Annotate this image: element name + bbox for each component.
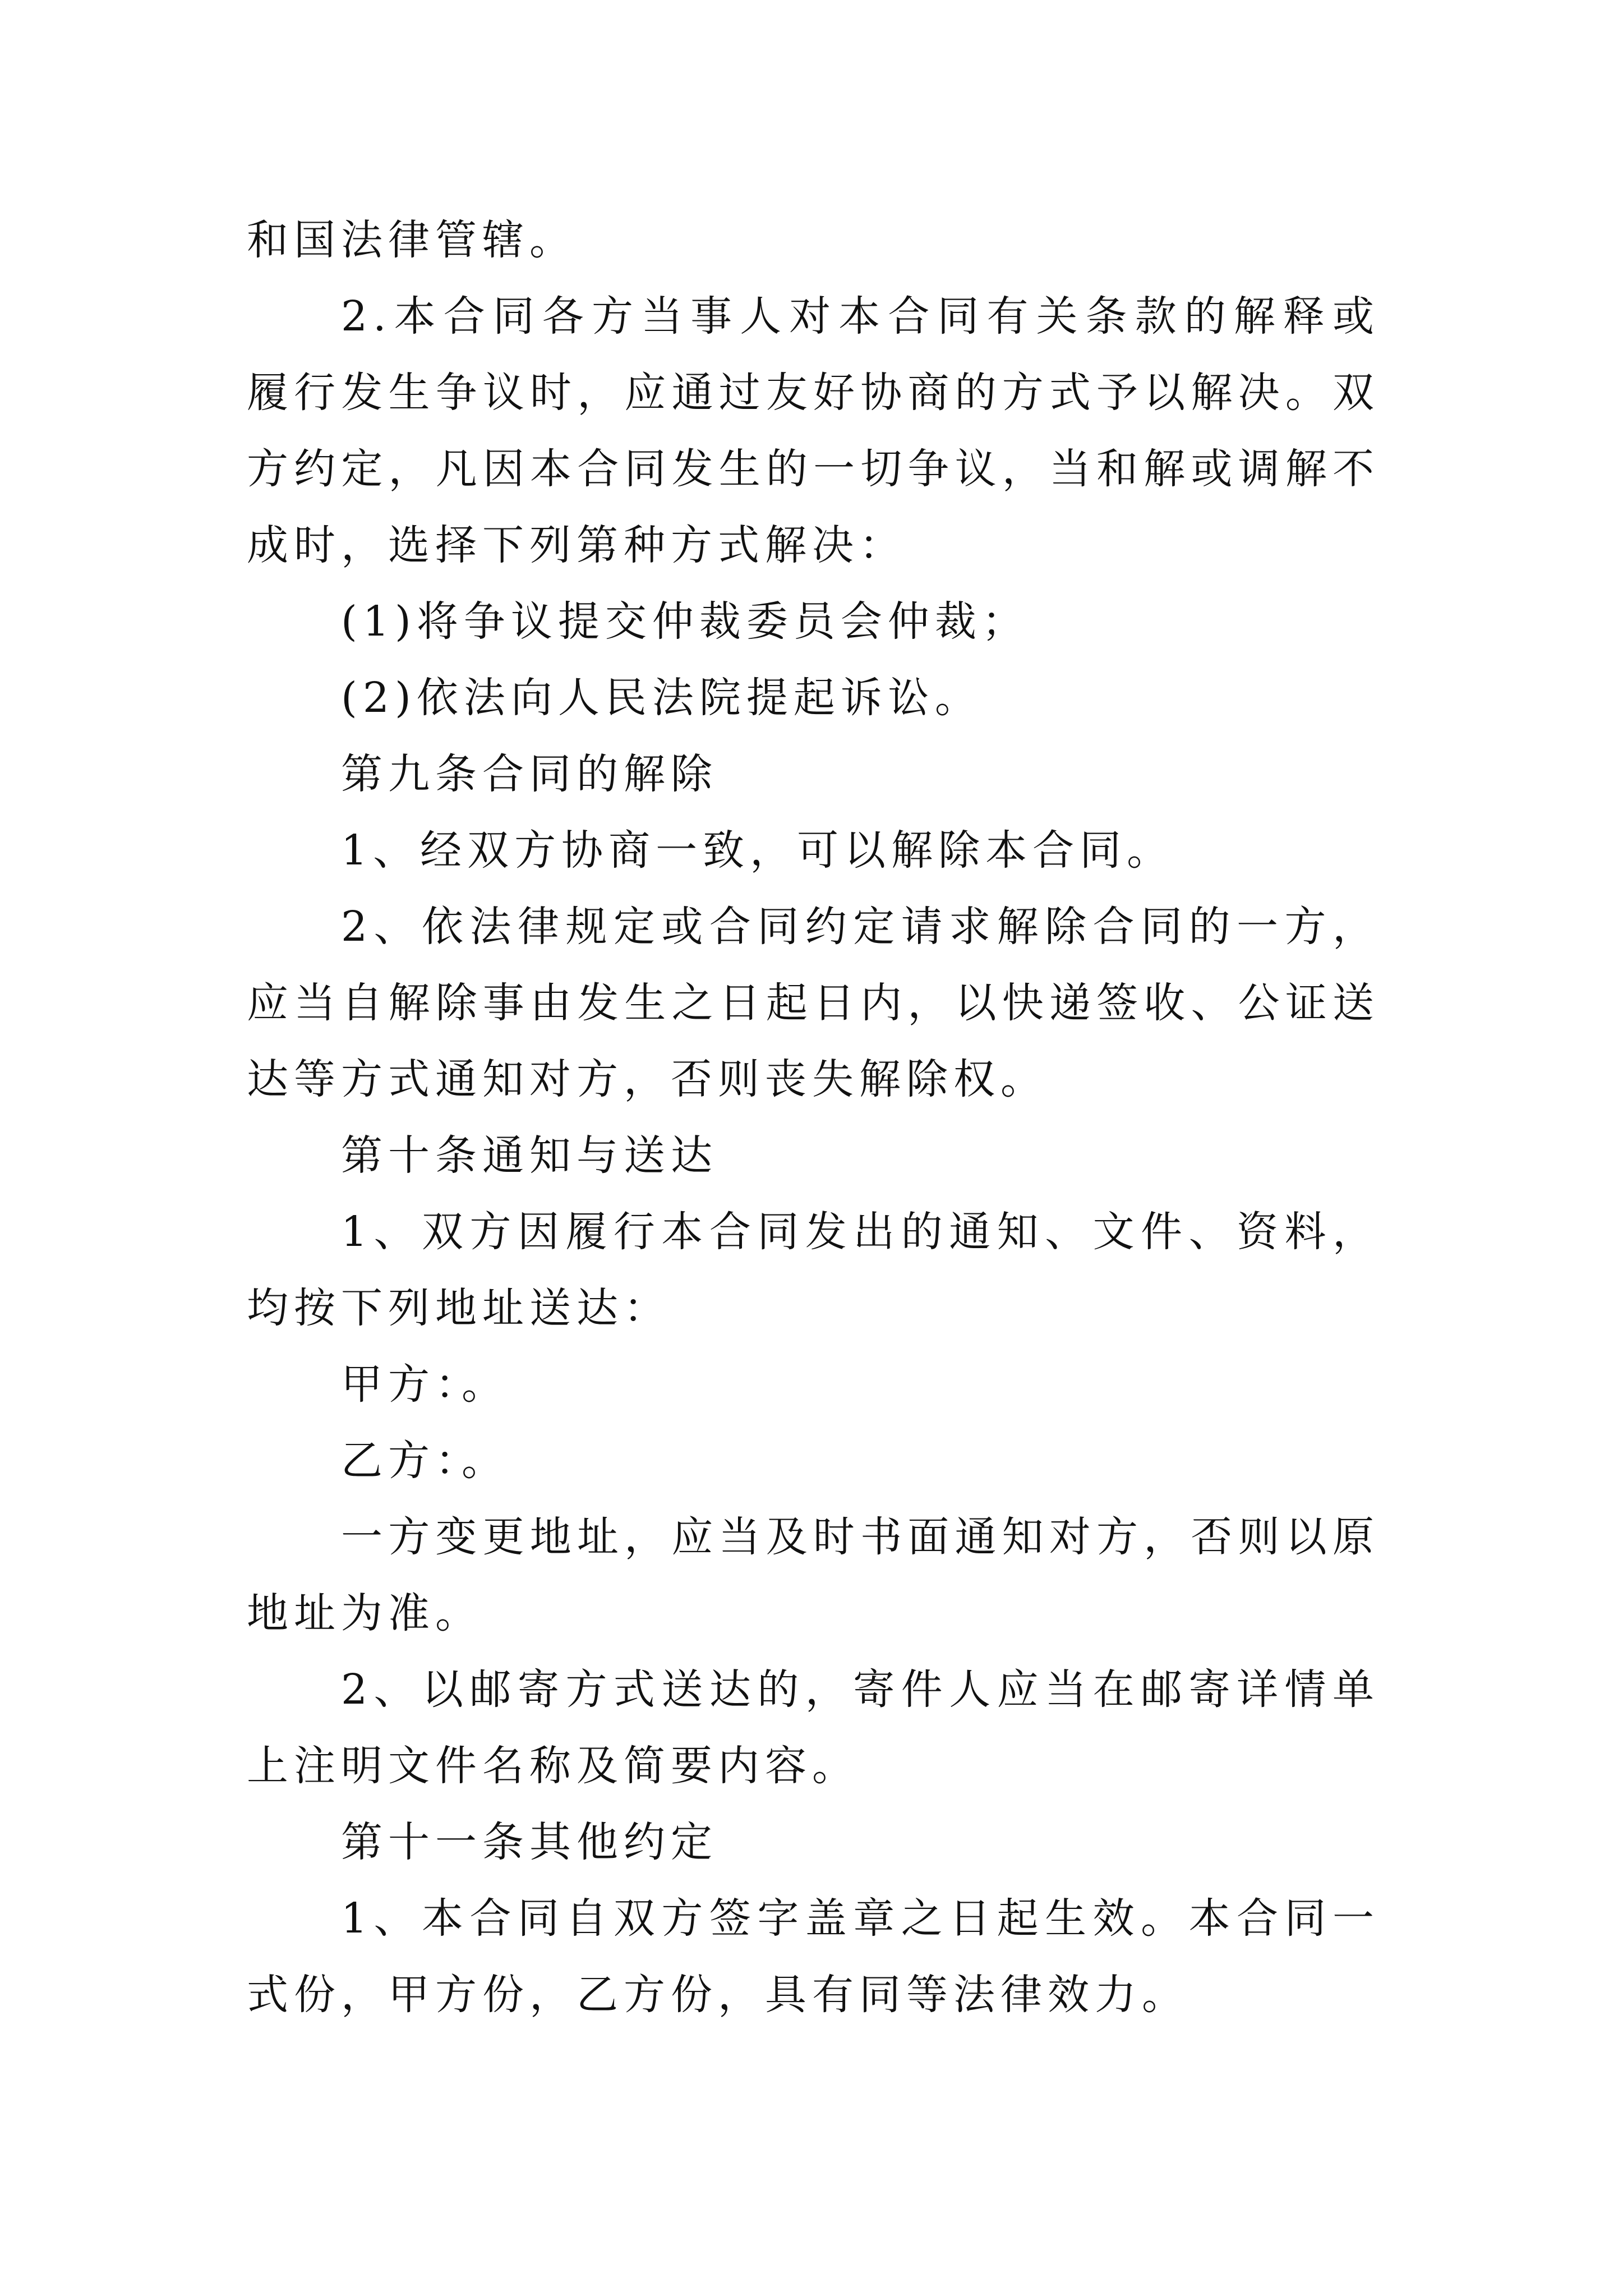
paragraph-termination-1: 1、经双方协商一致，可以解除本合同。: [341, 826, 1174, 875]
heading-article-10: 第十条通知与送达: [341, 1131, 718, 1180]
paragraph-notice-2: 2、以邮寄方式送达的，寄件人应当在邮寄详情单上注明文件名称及简要内容。: [247, 1665, 1380, 1790]
document-body: [247, 202, 1380, 2033]
paragraph-termination-2: 2、依法律规定或合同约定请求解除合同的一方，应当自解除事由发生之日起日内，以快递签收、公证送达等方式通知对方，否则丧失解除权。: [247, 903, 1380, 1103]
paragraph-address-change: 一方变更地址，应当及时书面通知对方，否则以原地址为准。: [247, 1513, 1380, 1637]
paragraph-party-a-address: 甲方：。: [341, 1360, 509, 1409]
paragraph-effectiveness: 1、本合同自双方签字盖章之日起生效。本合同一式份，甲方份，乙方份，具有同等法律效力。: [247, 1894, 1380, 2019]
paragraph-dispute-resolution: 2.本合同各方当事人对本合同有关条款的解释或履行发生争议时，应通过友好协商的方式予以解决。双方约定，凡因本合同发生的一切争议，当和解或调解不成时，选择下列第种方式解决：: [247, 292, 1380, 569]
heading-article-11: 第十一条其他约定: [341, 1818, 718, 1866]
heading-article-9: 第九条合同的解除: [341, 750, 718, 798]
paragraph-notice-1: 1、双方因履行本合同发出的通知、文件、资料，均按下列地址送达：: [247, 1208, 1380, 1332]
paragraph-party-b-address: 乙方：。: [341, 1437, 509, 1485]
paragraph-option-litigation: (2)依法向人民法院提起诉讼。: [341, 674, 982, 722]
paragraph-option-arbitration: (1)将争议提交仲裁委员会仲裁；: [341, 597, 1029, 646]
paragraph-jurisdiction-end: 和国法律管辖。: [247, 216, 577, 264]
